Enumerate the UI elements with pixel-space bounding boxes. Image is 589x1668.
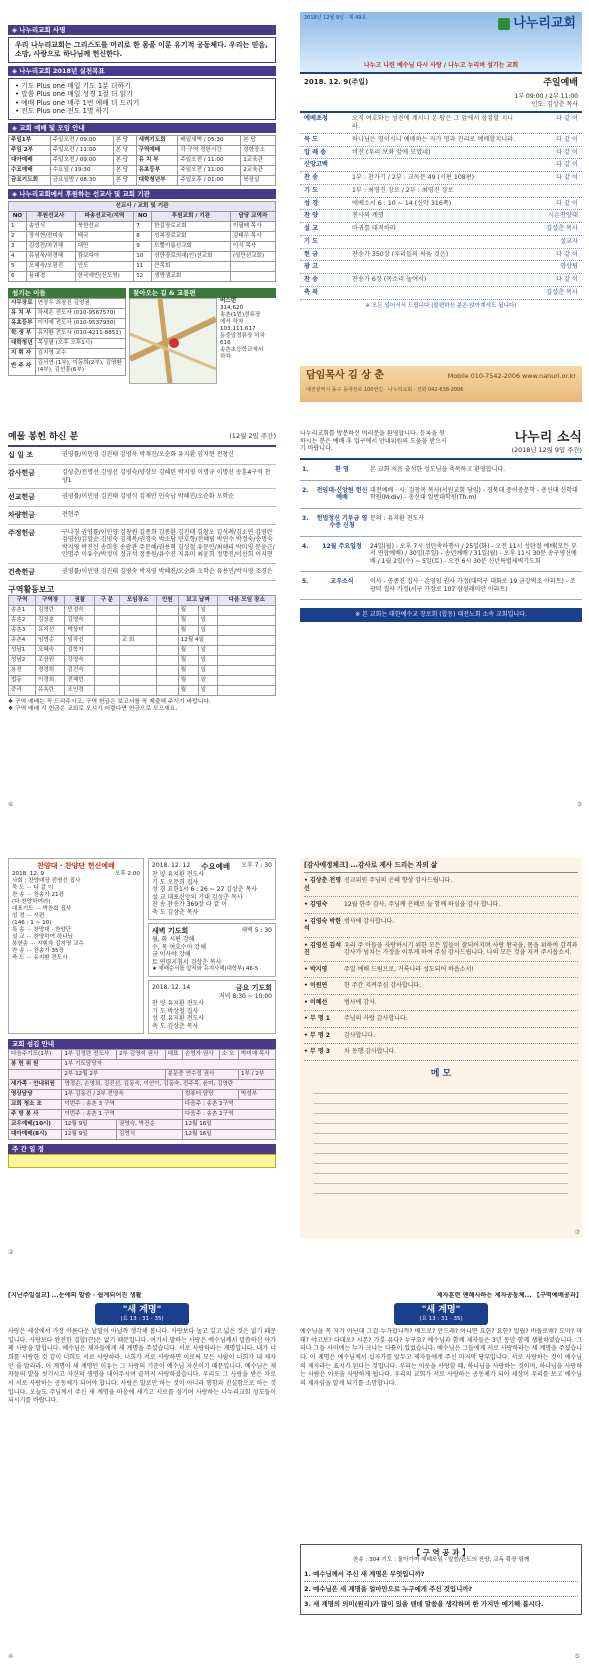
table-row: 용전 정경희 김진숙 월 일 [9,666,276,676]
page-sermon [8,1292,276,1662]
road-map-icon [130,299,216,383]
thanks-row: • 김영숙 박한석 범사에 감사합니다. [304,914,578,938]
table-row: 시무장로 연장우 최장진 김영권 [9,298,126,308]
offering-row: 십 일 조 권영률/이민영 김진태 김영욱 박재진/오순화 유지환 임지현 전창신 [8,447,276,465]
memo-lines [314,1084,568,1194]
sermon-reference: (요 13 : 31 - 35) [120,1316,164,1322]
sermon-body: 사랑은 세상에서 가장 아름다운 낱말이 아닐까 생각해 봅니다. 사랑보다 높고 깊고 넓은 것은 없기 때문입니다. 사랑보다 완전한 결합(끈)은 없기 때문입니다. 여기서 말하는 사랑은 예수님께서 말씀하신 아가페 사랑을 말합니다. 예수님은 제자들에게 새 계명을 주셨습니다. 서로 사랑하라는 계명입니다. 내가 너희를 사랑한 것 같이 너희도 서로 사랑하라. 너희가 서로 사랑하면 이로써 모든 사람이 너희가 내 제자인 줄 알리라. 이 계명이 새 계명인 이유는 그 사랑의 기준이 예수님 자신이기 때문입니다. 예수님은 제자들의 발을 씻기시고 자신의 생명을 내어주시며 끝까지 사랑하셨습니다. 우리도 그 사랑을 받은 자로서 서로 사랑하는 공동체가 되어야 합니다. 사랑은 말로만 하는 것이 아니라 행함과 진실함으로 하는 것입니다. 오늘도 주님께서 주신 새 계명을 마음에 새기고 서로를 섬기며 사랑하는 나누리교회 성도들이 되시기를 바랍니다. [8,1327,276,1405]
offering-row: 선교헌금 권영률/이민영 김진태 김영식 김재안 민숙남 박혜진/오순화 오학순 [8,489,276,507]
table-row: 주일 2부 주일오전 / 11:00 본 당 구역예배 각 구역 정한시간 정한장소 [9,145,276,155]
offering-row: 건축헌금 권영률/이민영 김진태 김영숙 박지영 박혜진/오순화 오학순 유용민/박지영 조경은 [8,564,276,582]
lesson-title: "새 계명" [421,1304,461,1315]
order-row: 축 복 김상춘 목사 [300,287,582,300]
service-times: 1부 09:00 / 2부 11:00 [514,93,578,101]
mission-subheader: 선교사 / 교회 및 기관 [9,201,276,211]
news-item: 2. 전임대·신앙원 헌신예배 대전예배 · 시: 김창복 목사(서원교회 담임) - 경북대 중어중문학 - 총신대 신학대학원(M.div) - 총신대 일반대학원(Th.m) [300,481,582,509]
lesson-heading [394,1303,488,1325]
table-row: 영상담당 1부 김동건 / 2부 전영욱 컴퓨터 담당 박성부 [9,1090,276,1100]
page-offerings [8,430,276,810]
friday-service: 2018. 12. 14 금요 기도회 저녁 8:30 ~ 10:00 찬 양 유지환 전도사 기 도 박상철 집사 성 경 유지환 전도사 축 도 김상춘 목사 [148,980,276,1034]
thanks-title: [감사예정체크] ...감사로 제사 드리는 자의 삶 [304,861,438,869]
church-logo [498,16,576,32]
table-row: 대아예배(8시) 12월 9일 김영식 12월 16일 [9,1130,276,1140]
question-item: 2. 예수님은 새 계명을 얼마만으로 누구에게 주신 것입니까? [304,1582,578,1597]
table-row: 유 치 부 하세은 전도사 (010-9567570) [9,308,126,318]
denomination-note: ※ 본 교회는 대한예수교 장로회 (합동) 대전노회 소속 교회입니다. [300,608,582,622]
table-row: 유초등부 이지예 전도사 (010-9537930) [9,318,126,328]
lesson-reference: (요 13 : 31 - 35) [419,1316,463,1322]
bus-info: 버스번 314,620 송촌(1번)정류장 에서 하차 103,111,617 동중앙정류장 하차 616 송촌초등학교에서 하차 [220,297,266,360]
news-title: 나누리 소식 [514,430,582,445]
page-worship-order [300,12,582,402]
page-vision-staff [8,22,276,402]
lesson-label: 제자훈련 앤해사하는 제자공동체... 【구역예배공과】 [436,1292,582,1299]
order-row: 찬 양 천사의 계명 시온찬양대 [300,210,582,223]
memo-title: 메 모 [430,1068,452,1079]
order-row: 신앙고백 다 같 이 [300,159,582,172]
news-item: 4. 12월 주요일정 24일(월) - 오후 7시 성탄축하행사 / 25일(화) - 오전 11시 성탄절 예배(모든 부서 연합예배) / 30일(주일) - 송년예배 / 31일(월) - 오후 11시 30분 송구영신예배 / 1월 2일(수) ~ 5일(토) - 오전 6시 30분 신년특별새벽기도회 [300,537,582,573]
lesson-questions [300,1544,582,1615]
order-row: 기 도 1부 : 최영진 장로 / 2부 : 최영진 장로 [300,185,582,198]
offerings-title: 예물 봉헌 하신 분 [8,432,79,442]
table-row: 송촌2 김상춘 김영숙 월 일 [9,616,276,626]
table-row: 주일1부 주일오전 / 09:00 본 당 새벽기도회 매일새벽 / 05:30 본 당 [9,135,276,145]
church-name: 나누리교회 [513,16,576,31]
table-row: 1 송연식 북한선교 7 한길장로교회 이필배 목사 [9,221,276,231]
offering-list [8,447,276,581]
table-row: 성남2 조상원 강영숙 월 일 [9,656,276,666]
service-name: 주일예배 [543,78,578,88]
table-row: 금요기도회 금요일밤 / 08:30 본 당 대학청년부 주일오후 / 01:00 북장실 [9,175,276,185]
thanks-row: • 무 명 2 감사합니다. [304,1028,578,1045]
offering-row: 차량헌금 전현주 [8,507,276,525]
table-row: 송촌4 임명순 임차선 교 회 12월 4일 [9,636,276,646]
serve-table [8,1049,276,1140]
pastor-name: 담임목사 김 상 춘 [306,370,385,381]
vision-title: ◈ 나누리교회 사명 [8,25,276,35]
page-number: ④ [8,1652,14,1660]
question-item: 1. 예수님께서 주신 새 계명은 무엇입니까? [304,1567,578,1582]
goal-list [8,78,276,120]
thanks-row: • 박지영 주일 예배 드림으로, 거룩나라 성도되어 하옵소서! [304,962,578,979]
issue-tag: 2018년 12월 9일 · 제 49호 [304,15,367,21]
table-row: 송촌1 김영란 민정숙 월 일 [9,606,276,616]
service-leader: 인도: 김상춘 목사 [531,100,578,108]
staff-title: 섬기는 이들 [8,288,126,298]
report-note: ❖ 구역 예배 시 헌금은 교회로 오시기 어렵다면 헌금으로 모으세요. [8,706,178,713]
goal-item: • 기도 Plus one 매일 기도 1분 더하기 [15,81,131,90]
lesson-body: 예수님을 꼭 자가 아닌데 그걸 누가합니까? 베드로? 안드레? 아니면 요한? 요한? 빌립? 바돌로매? 도마? 마태? 야고보? 다대오? 시몬? 가룟 유다? 누구요? 예수님과 함께 제자들은 3년 동안 함께 생활하였습니다. 그러나 그들 사이에는 누가 크냐는 다툼이 있었습니다. 예수님은 그들에게 서로 사랑하라는 새 계명을 주셨습니다. 이 계명은 예수님께서 십자가를 앞두고 제자들에게 주신 마지막 당부입니다. 서로 사랑하는 것이 예수님의 제자라는 표지가 된다는 것입니다. 우리는 이웃을 사랑할 때, 하나님을 사랑하는 것이며, 하나님을 사랑하는 사람은 이웃을 사랑하게 됩니다. 우리의 교회가 서로 사랑하는 공동체가 되어 세상이 우리를 보고 예수님의 제자임을 알게 되기를 소망합니다. [300,1327,582,1387]
page-lesson [300,1292,582,1662]
order-list [300,111,582,299]
page-news [300,430,582,810]
order-row: 기 도 설교자 [300,236,582,249]
table-row: 주 방 봉 사 이번주 : 송촌 1 구역 다음주 : 송촌 2구역 [9,1110,276,1120]
week-schedule-title: 주 간 일 정 [8,1144,276,1154]
thanks-row: • 이혜선 범사에 감사. [304,995,578,1012]
thanks-row: • 김영선 김석진 우리 주 아들을 사랑하시기 위한 모든 일들이 잘되어지며 사랑 왕국을, 몸을 위하여 감격과 감사가 넘치는 가정을 이루게 하여 주심 감사드립니다. 나의 모든 것을 지켜 주시옵소서. [304,938,578,962]
standing-note: ※ 모든 일어서서 드립니다 (불편하신 분은 앉아계셔도 됩니다) [365,302,517,309]
order-row: 예배초청 오직 여호와는 성전에 계시니 온 땅은 그 앞에서 잠잠할 지니라. 다 같 이 [300,113,582,134]
page-number: ⑦ [574,1228,580,1236]
news-item: 5. 교우소식 이사 - 공종진 집사 · 손영임 권사 가정(대덕구 대화로 19 금강벽조 아파트) - 조광덕 집사 가정(서구 가장로 107 삼성래미안 아파트) [300,572,582,600]
table-row: 다음주기도(1부) 1부 김정란 전도사 2부 김영석 권사 대표 손영자 권사 소 오 박미애 목사 [9,1050,276,1060]
choir-title: 찬양대 · 찬양단 헌신예배 [37,862,115,870]
table-row: 4 유념욱/하경혜 캄보디아 10 성만장로의대(인)선교회 (성만선교회) [9,251,276,261]
church-address: 대전광역시 동구 동대전로 100번길 · 나누리교회 · 전화 042-638-2006 [306,386,464,393]
page-number: ② [8,1248,14,1256]
report-title: 구역활동보고 [8,585,55,595]
thanks-row: • 김상춘 전명선 선교위원 주님의 은혜 향상 감사드립니다. [304,873,578,897]
vision-text: 우리 나누리교회는 그리스도를 머리로 한 몸을 이룬 유기적 공동체다. 우리는 믿음, 소망, 사랑으로 하나님께 헌신한다. [8,37,276,63]
mission-title: ◈ 나누리교회에서 후원하는 선교사 및 교회 기관 [8,189,276,199]
pastor-footer [300,366,582,402]
staff-table [8,298,126,376]
thanks-list [304,872,578,1061]
welcome-intro: 나누리교회를 방문하신 여러분을 환영합니다. 등록을 원하시는 분은 예배 후 입구에서 안내위원의 도움을 받으시기 바랍니다. [300,430,447,452]
order-row: 설 교 마귀를 대적하라 김상춘 목사 [300,223,582,236]
table-row: 학 생 부 유지환 전도사 (010-4211-8851) [9,328,126,338]
table-row: 교회 청소 조 이번주 : 송촌 3 구역 다음주 : 송촌 2구역 [9,1100,276,1110]
questions-sub: 찬송 : 304 기도 : 돌아가며 예배모임 · 말씀/관도의 찬양, 교독 확장 함께 [352,1557,530,1564]
goal-item: • 예배 Plus one 매주 1번 예배 더 드리기 [15,98,140,107]
table-row: 교우예배(10시) 12월 9일 권영숙, 박진순 12월 16일 [9,1120,276,1130]
question-item: 3. 새 계명의 의미(원리)가 많이 있을 텐데 말씀을 생각하며 한 가지만 예기해 봅시다. [304,1600,544,1609]
goal-item: • 전도 Plus one 전도 1명 하기 [15,107,109,116]
offering-row: 감사헌금 김상춘/전명선 김영선 김영숙/양상모 김혜련 박지영 이명규 이명선 송훈4구역 찬양1 [8,465,276,489]
choir-service: 찬양대 · 찬양단 헌신예배 2018. 12. 9 오후 2:00 사회 : 찬양대장 전명선 집사 묵 도 ··· 다 같 이 찬 송 ··· 찬송가 21장 (다 찬양하여라) 대표기도 ··· 박찬회 집사 성 경 ··· 시편 (146 : 1 ~ 10) 특 송 ··· 찬양대 · 찬양단 설 교 ··· 찬양하여 하나님 봉헌송 ··· 지휘자 김지영 교수 찬 송 ··· 찬송가 35장 축 도 ··· 유지환 전도사 [8,858,144,1034]
table-row: 봉 헌 위 원 1부 기도담당자 [9,1060,276,1070]
order-row: 입 례 송 비전 (우리 보좌 앞에 모였네) 다 같 이 [300,147,582,160]
table-row: 3 김성진/차귀혜 대만 9 모뿔이룸선교회 이식 목사 [9,241,276,251]
report-table: 구역 구역장 권찰 구 분 모임장소 인원 보고 날짜 다음 모임 장소 송촌1 김영란 민정숙 월 일 송촌2 김상춘 김영숙 월 일 송촌3 유지선 박상미 월 일 송촌4 임명순 임차선 교 회 12월 4일 성남1 오혜숙 김학자 월 일 성남2 조상원 강영숙 월 일 용전 정경희 김진숙 월 일 법동 이경희 전혜민 월 일 중리 유옥란 조인경 월 일 [8,595,276,696]
news-date: (2018년 12월 9일 주간) [511,446,582,455]
goal-item: • 말씀 Plus one 매일 성경 1절 더 읽기 [15,90,133,99]
worship-title: ◈ 교회 예배 및 모임 안내 [8,123,276,133]
pastor-contact: Mobile 010-7542-2006 www.nanuri.or.kr [447,372,576,381]
order-row: 찬 송 1부 : 찬가기 / 2부 : 교독문 49 (시편 108편) 다 같 이 [300,172,582,185]
table-row: 대학청년 목상필 (오후 오후1시) [9,338,126,348]
table-row: 2 장석현/전미숙 태국 8 성복장로교회 김태우 목사 [9,231,276,241]
page-number: ⑤ [574,1652,580,1660]
map-block [129,285,276,384]
sermon-title: "새 계명" [122,1304,162,1315]
week-schedule-box [8,1154,276,1168]
questions-title: 【 구 역 공 과 】 [412,1547,470,1557]
table-row: 대아예배 주일오전 / 09:00 본 당 유 치 부 주일오전 / 11:00 1교육관 [9,155,276,165]
thanks-row: • 무 명 1 주님의 사랑 감사합니다. [304,1011,578,1028]
serve-title: 교회 섬김 안내 [8,1039,276,1049]
table-row: 새가족 · 안내위원 명정순, 손영희, 김진선, 김동숙, 이연이, 김동숙, 전주목, 윤미, 김영란 [9,1080,276,1090]
order-row: 광 고 영상팀 [300,261,582,274]
order-row: 성 경 에베소서 6 : 10 ~ 14 (신약 316쪽) 다 같 이 [300,198,582,211]
thanks-row: • 이원연 한 주간 지켜주심 감사합니다. [304,978,578,995]
thanks-row: • 무 명 3 차 동행 감사합니다. [304,1044,578,1061]
service-date: 2018. 12. 9(주일) [304,78,369,86]
sermon-label: [지난주일설교] ...눈에의 말씀 · 쉽게되어진 생활 [8,1292,142,1299]
map-image [129,298,217,384]
news-item: 1. 환 영 본 교회 처음 출석한 성도님을 축복하고 환영합니다. [300,460,582,481]
table-row: 법동 이경희 전혜민 월 일 [9,676,276,686]
sermon-heading [95,1303,189,1325]
table-row: 5 오혜숙/오광진 인도 11 큰목회 [9,261,276,271]
report-note: ❖ 구역 예배는 꼭 드리주시고, 구역 헌금은 보고서를 꼭 제출해 주시기 바랍니다. [8,699,211,706]
map-title: 찾아오는 길 & 교통편 [129,288,276,298]
table-row: 성남1 오혜숙 김학자 월 일 [9,646,276,656]
table-row: 반 주 자 김서연 (1부), 이동희(2부), 김영환(4부), 김선흥(6부) [9,358,126,375]
worship-table [8,135,276,186]
mission-table: 선교사 / 교회 및 기관 NO 후원선교사 파송선교국/지역 NO 후원교회 / 기관 담당 교역자 1 송연식 북한선교 7 한길장로교회 이필배 목사 2 장석현/전미숙 태국 8 성복장로교회 김태우 목사 3 김성진/차귀혜 대만 9 모뿔이룸선교회 이식 목사 4 유념욱/하경혜 캄보디아 10 성만장로의대(인)선교회 (성만선교회) 5 오혜숙/오광진 인도 11 큰목회 6 용대경 한국예빈(신도영) 12 생명샘교회 [8,201,276,282]
page-thanks-memo [300,858,582,1238]
table-row: 수요예배 수요일 / 19:30 본 당 유초등부 주일오전 / 11:00 2교육관 [9,165,276,175]
church-logo-icon [498,18,510,30]
news-item: 3. 헌법정신 기부금 영수증 신청 문의 : 유지환 전도사 [300,509,582,537]
wednesday-service: 2018. 12. 12 수요예배 오후 7 : 30 찬 양 유지환 전도사 기 도 오문희 집사 성 경 요한1서 6 : 26 ~ 27 김상춘 목사 설 교 대포신앙의 기대 김상춘 목사 찬 송 찬송가 369장 다 같 이 축 도 김상춘 목사 [148,858,276,920]
weekday-services [148,858,276,1034]
dawn-service: 새벽 기도회 새벽 5 : 30 월, 화 시편 강해 수, 목 여호수아 강해 금 이사야 강해 토 연령지침서 김상춘 목사 ★ 예배순서를 앞서와 유지사해(대학부) 46-5 [148,923,276,977]
table-row: 중리 유옥란 조인경 월 일 [9,686,276,696]
page-services [8,858,276,1258]
page-number: ⑥ [8,800,14,808]
order-row: 헌 금 찬송가 350장 (우리들의 싸움 것은) 다 같 이 [300,249,582,262]
choir-order: 사회 : 찬양대장 전명선 집사 묵 도 ··· 다 같 이 찬 송 ··· 찬송가 21장 (다 찬양하여라) 대표기도 ··· 박찬회 집사 성 경 ··· 시편 (146 : 1 ~ 10) 특 송 ··· 찬양대 · 찬양단 설 교 ··· 찬양하여 하나님 봉헌송 ··· 지휘자 김지영 교수 찬 송 ··· 찬송가 35장 축 도 ··· 유지환 전도사 [12,877,84,961]
goal-title: ◈ 나누리교회 2018년 실천목표 [8,66,276,76]
page-number: ③ [576,800,582,808]
order-row: 묵 도 하나님은 영이시니 예배하는 자가 영과 진리로 예배할지니라. 다 같 이 [300,134,582,147]
cover-banner [300,12,582,74]
thanks-row: • 김영숙 12월 한주 감사, 주님께 은혜로 늘 함께 하심을 감사 합니다. [304,897,578,914]
table-row: 지 휘 자 김지영 교수 [9,348,126,358]
offering-row: 주정헌금 구나경 권영률/이민영 김창원 김종희 김종환 김진태 김창오 김석례/김소연 김영란 김영선/김말순 김영숙 김재복/권경숙 박소담 민호향/전혜림 박연수 박정숙/송명숙 박지영 박진신 송희충 송광관 주문혜/권용혁 김성철 유문민/최해리 박미영 문윤근/안명주 이유수/박정미 정규석 정종원/유수진 지유미 최윤희 정명진/이선희 이지현 [8,525,276,564]
banner-slogan: 나누고 나린 예수님 다시 사랑 / 나누고 누리며 섬기는 교회 [363,61,519,69]
news-list [300,458,582,600]
order-row: 찬 송 찬송가 6장 (목소리 높여서) 다 같 이 [300,274,582,287]
staff-block [8,285,126,384]
offerings-date: (12월 2일 주간) [229,432,276,440]
table-row: 6 용대경 한국예빈(신도영) 12 생명샘교회 [9,271,276,281]
table-row: 송촌3 유지선 박상미 월 일 [9,626,276,636]
table-row: 2부 12월 2부 분문중 연수정 권사 1부 / 2부 [9,1070,276,1080]
